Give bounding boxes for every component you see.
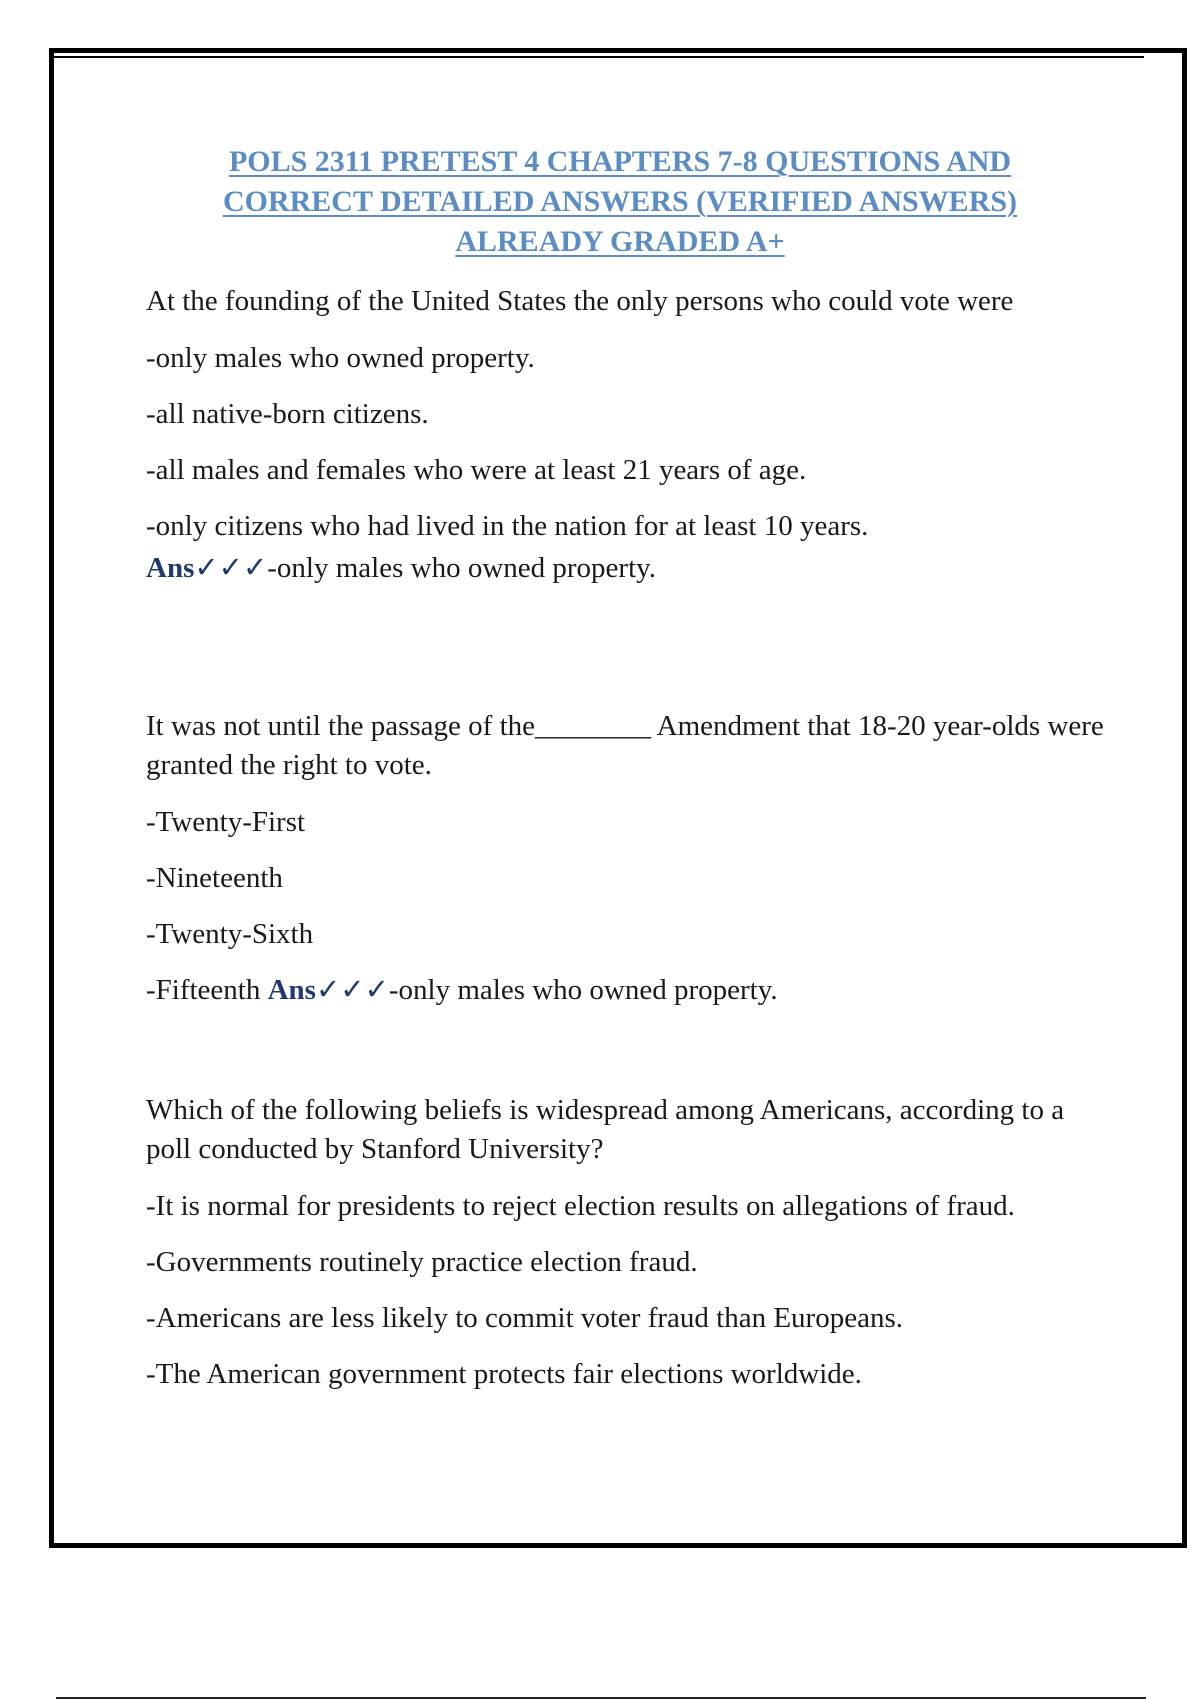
bottom-rule: [56, 1697, 1146, 1699]
question-block-3: [146, 1091, 1116, 1411]
answer-option: -all native-born citizens.: [146, 398, 429, 430]
answer-option: -Twenty-Sixth: [146, 918, 314, 950]
answer-line: [146, 549, 1116, 588]
answer-option: -all males and females who were at least 21 years of age.: [146, 454, 807, 486]
answer-option: -only citizens who had lived in the nation for at least 10 years.: [146, 510, 869, 542]
question-text: It was not until the passage of the________ Amendment that 18-20 year-olds were granted the right to vote.: [146, 710, 1104, 781]
answer-option: -only males who owned property.: [146, 342, 535, 374]
answer-label: Ans: [146, 552, 195, 584]
answer-option: -Nineteenth: [146, 862, 283, 894]
answer-option: -Governments routinely practice election fraud.: [146, 1246, 698, 1278]
question-text: At the founding of the United States the only persons who could vote were: [146, 285, 1014, 317]
question-block-2: [146, 707, 1116, 1010]
answer-option-with-answer: [146, 971, 1116, 1010]
document-title: [130, 142, 1110, 262]
answer-text: -only males who owned property.: [267, 552, 656, 584]
question-text: Which of the following beliefs is widespread among Americans, according to a poll conducted by Stanford University?: [146, 1094, 1065, 1165]
answer-option: -Twenty-First: [146, 806, 306, 838]
answer-option: -Fifteenth: [146, 974, 261, 1006]
checkmark-icon: ✓✓✓: [194, 552, 268, 584]
title-line: CORRECT DETAILED ANSWERS (VERIFIED ANSWERS): [222, 185, 1018, 218]
answer-text: -only males who owned property.: [388, 974, 778, 1006]
answer-option: -Americans are less likely to commit voter fraud than Europeans.: [146, 1302, 903, 1334]
checkmark-icon: ✓✓✓: [315, 974, 389, 1006]
question-block-1: [146, 282, 1116, 588]
answer-option: -The American government protects fair elections worldwide.: [146, 1358, 862, 1390]
answer-label: Ans: [267, 974, 316, 1006]
title-line: ALREADY GRADED A+: [455, 225, 785, 258]
answer-option: -It is normal for presidents to reject election results on allegations of fraud.: [146, 1190, 1015, 1222]
title-line: POLS 2311 PRETEST 4 CHAPTERS 7-8 QUESTIONS AND: [228, 145, 1012, 178]
